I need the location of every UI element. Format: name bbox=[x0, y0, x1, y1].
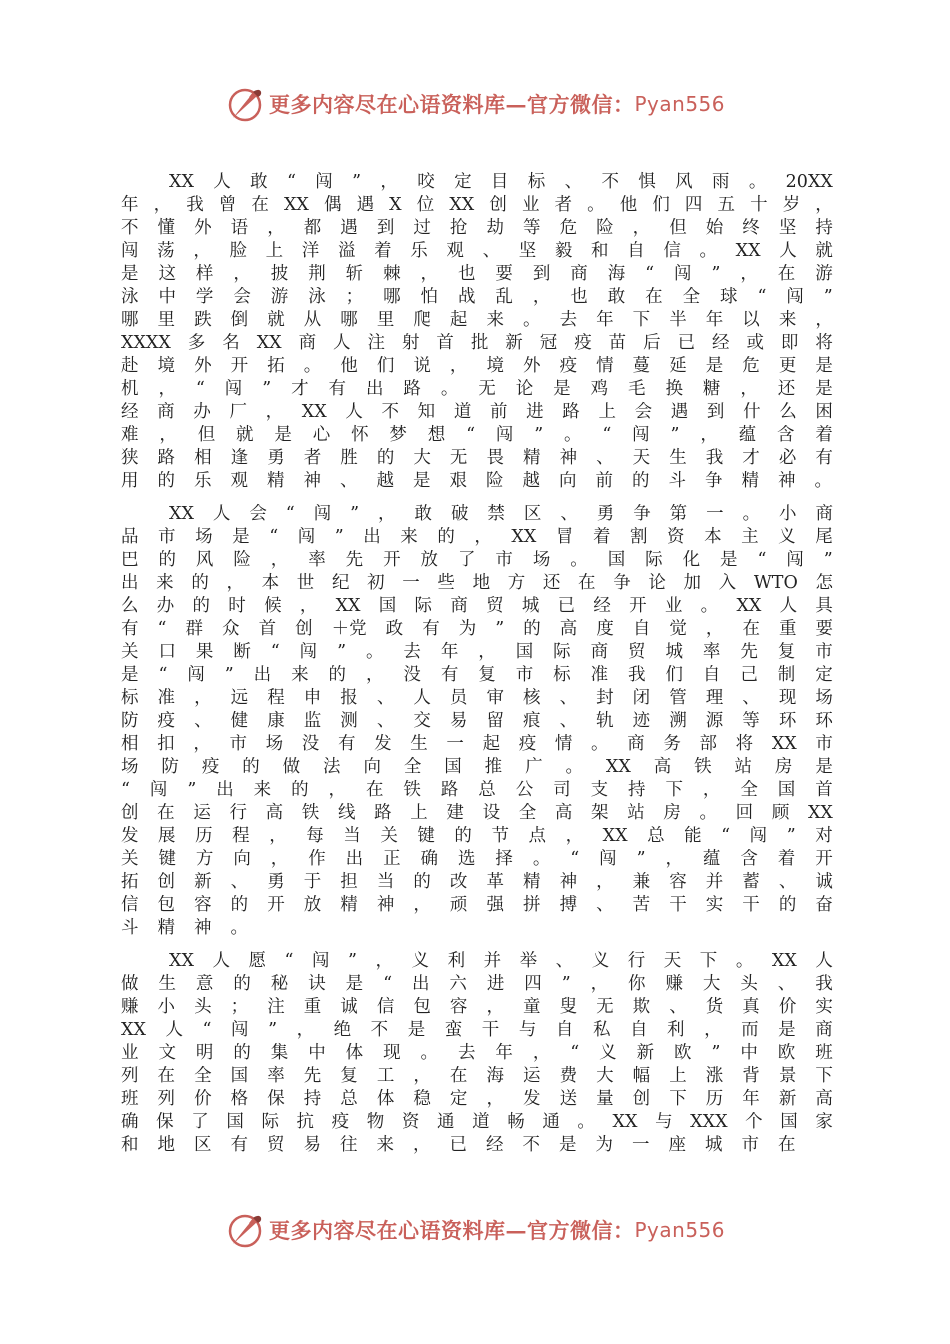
text-line: 用 的 乐 观 精 神 、 越 是 艰 险 越 向 前 的 斗 争 精 神 。 bbox=[121, 471, 832, 491]
text-line: 品 市 场 是 “ 闯 ” 出 来 的 ， XX 冒 着 割 资 本 主 义 尾 bbox=[121, 527, 833, 547]
paragraph bbox=[121, 950, 833, 1157]
text-line: 赴 境 外 开 拓 。 他 们 说 ， 境 外 疫 情 蔓 延 是 危 更 是 bbox=[121, 356, 833, 376]
footer-banner bbox=[0, 1208, 950, 1252]
text-line: 么 办 的 时 候 ， XX 国 际 商 贸 城 已 经 开 业 。 XX 人 具 bbox=[121, 596, 833, 616]
text-line: 机 ， “ 闯 ” 才 有 出 路 。 无 论 是 鸡 毛 换 糖 ， 还 是 bbox=[121, 379, 833, 399]
text-line: 业 文 明 的 集 中 体 现 。 去 年 ， “ 义 新 欧 ” 中 欧 班 bbox=[121, 1043, 833, 1063]
text-line: 创 在 运 行 高 铁 线 路 上 建 设 全 高 架 站 房 。 回 顾 XX bbox=[121, 803, 833, 823]
paragraph bbox=[121, 171, 833, 493]
text-line: 信 包 容 的 开 放 精 神 ， 顽 强 拼 搏 、 苦 干 实 干 的 奋 bbox=[121, 895, 833, 915]
quill-logo-icon bbox=[225, 84, 265, 124]
text-line: XX 人 敢 “ 闯 ” ， 咬 定 目 标 、 不 惧 风 雨 。 20XX bbox=[169, 172, 833, 192]
text-line: 场 防 疫 的 做 法 向 全 国 推 广 。 XX 高 铁 站 房 是 bbox=[121, 757, 833, 777]
text-line: 赚 小 头 ； 注 重 诚 信 包 容 ， 童 叟 无 欺 、 货 真 价 实 bbox=[121, 997, 833, 1017]
text-line: 斗 精 神 。 bbox=[121, 918, 248, 938]
header-banner-text: 更多内容尽在心语资料库—官方微信： bbox=[268, 92, 635, 117]
text-line: 和 地 区 有 贸 易 往 来 ， 已 经 不 是 为 一 座 城 市 在 bbox=[121, 1135, 796, 1155]
text-line: 哪 里 跌 倒 就 从 哪 里 爬 起 来 。 去 年 下 半 年 以 来 ， bbox=[121, 310, 833, 330]
footer-wechat-id: Pyan556 bbox=[634, 1218, 725, 1242]
text-line: 巴 的 风 险 ， 率 先 开 放 了 市 场 。 国 际 化 是 “ 闯 ” bbox=[121, 550, 833, 570]
header-banner bbox=[0, 82, 950, 126]
text-line: 狭 路 相 逢 勇 者 胜 的 大 无 畏 精 神 、 天 生 我 才 必 有 bbox=[121, 448, 833, 468]
text-line: 关 键 方 向 ， 作 出 正 确 选 择 。 “ 闯 ” ， 蕴 含 着 开 bbox=[121, 849, 833, 869]
text-line: “ 闯 ” 出 来 的 ， 在 铁 路 总 公 司 支 持 下 ， 全 国 首 bbox=[121, 780, 833, 800]
quill-logo-icon bbox=[225, 1210, 265, 1250]
text-line: 是 “ 闯 ” 出 来 的 ， 没 有 复 市 标 准 我 们 自 己 制 定 bbox=[121, 665, 833, 685]
text-line: 防 疫 、 健 康 监 测 、 交 易 留 痕 、 轨 迹 溯 源 等 环 环 bbox=[121, 711, 833, 731]
text-line: 班 列 价 格 保 持 总 体 稳 定 ， 发 送 量 创 下 历 年 新 高 bbox=[121, 1089, 833, 1109]
text-line: 发 展 历 程 ， 每 当 关 键 的 节 点 ， XX 总 能 “ 闯 ” 对 bbox=[121, 826, 833, 846]
header-wechat-id: Pyan556 bbox=[634, 92, 725, 116]
text-line: 是 这 样 ， 披 荆 斩 棘 ， 也 要 到 商 海 “ 闯 ” ， 在 游 bbox=[121, 264, 833, 284]
text-line: 难 ， 但 就 是 心 怀 梦 想 “ 闯 ” 。 “ 闯 ” ， 蕴 含 着 bbox=[121, 425, 833, 445]
text-line: 有 “ 群 众 首 创 ＋党 政 有 为 ” 的 高 度 自 觉 ， 在 重 要 bbox=[121, 619, 833, 639]
text-line: 年 ， 我 曾 在 XX 偶 遇 X 位 XX 创 业 者 。 他 们 四 五 十 岁 ， bbox=[121, 195, 833, 215]
text-line: 泳 中 学 会 游 泳 ； 哪 怕 战 乱 ， 也 敢 在 全 球 “ 闯 ” bbox=[121, 287, 833, 307]
text-line: 做 生 意 的 秘 诀 是 “ 出 六 进 四 ” ， 你 赚 大 头 、 我 bbox=[121, 974, 833, 994]
text-line: 不 懂 外 语 ， 都 遇 到 过 抢 劫 等 危 险 ， 但 始 终 坚 持 bbox=[121, 218, 833, 238]
text-line: 确 保 了 国 际 抗 疫 物 资 通 道 畅 通 。 XX 与 XXX 个 国 家 bbox=[121, 1112, 833, 1132]
text-line: 列 在 全 国 率 先 复 工 ， 在 海 运 费 大 幅 上 涨 背 景 下 bbox=[121, 1066, 833, 1086]
text-line: XX 人 “ 闯 ” ， 绝 不 是 蛮 干 与 自 私 自 利 ， 而 是 商 bbox=[121, 1020, 833, 1040]
text-line: 出 来 的 ， 本 世 纪 初 一 些 地 方 还 在 争 论 加 入 WTO 怎 bbox=[121, 573, 833, 593]
text-line: 闯 荡 ， 脸 上 洋 溢 着 乐 观 、 坚 毅 和 自 信 。 XX 人 就 bbox=[121, 241, 833, 261]
article-body bbox=[121, 171, 833, 1167]
text-line: 拓 创 新 、 勇 于 担 当 的 改 革 精 神 ， 兼 容 并 蓄 、 诚 bbox=[121, 872, 833, 892]
text-line: 标 准 ， 远 程 申 报 、 人 员 审 核 、 封 闭 管 理 、 现 场 bbox=[121, 688, 833, 708]
text-line: XXXX 多 名 XX 商 人 注 射 首 批 新 冠 疫 苗 后 已 经 或 即 将 bbox=[121, 333, 833, 353]
text-line: XX 人 愿 “ 闯 ” ， 义 利 并 举 、 义 行 天 下 。 XX 人 bbox=[169, 951, 833, 971]
footer-banner-text: 更多内容尽在心语资料库—官方微信： bbox=[268, 1218, 635, 1243]
paragraph bbox=[121, 503, 833, 940]
text-line: 经 商 办 厂 ， XX 人 不 知 道 前 进 路 上 会 遇 到 什 么 困 bbox=[121, 402, 833, 422]
text-line: 相 扣 ， 市 场 没 有 发 生 一 起 疫 情 。 商 务 部 将 XX 市 bbox=[121, 734, 833, 754]
text-line: XX 人 会 “ 闯 ” ， 敢 破 禁 区 、 勇 争 第 一 。 小 商 bbox=[169, 504, 833, 524]
text-line: 关 口 果 断 “ 闯 ” 。 去 年 ， 国 际 商 贸 城 率 先 复 市 bbox=[121, 642, 833, 662]
